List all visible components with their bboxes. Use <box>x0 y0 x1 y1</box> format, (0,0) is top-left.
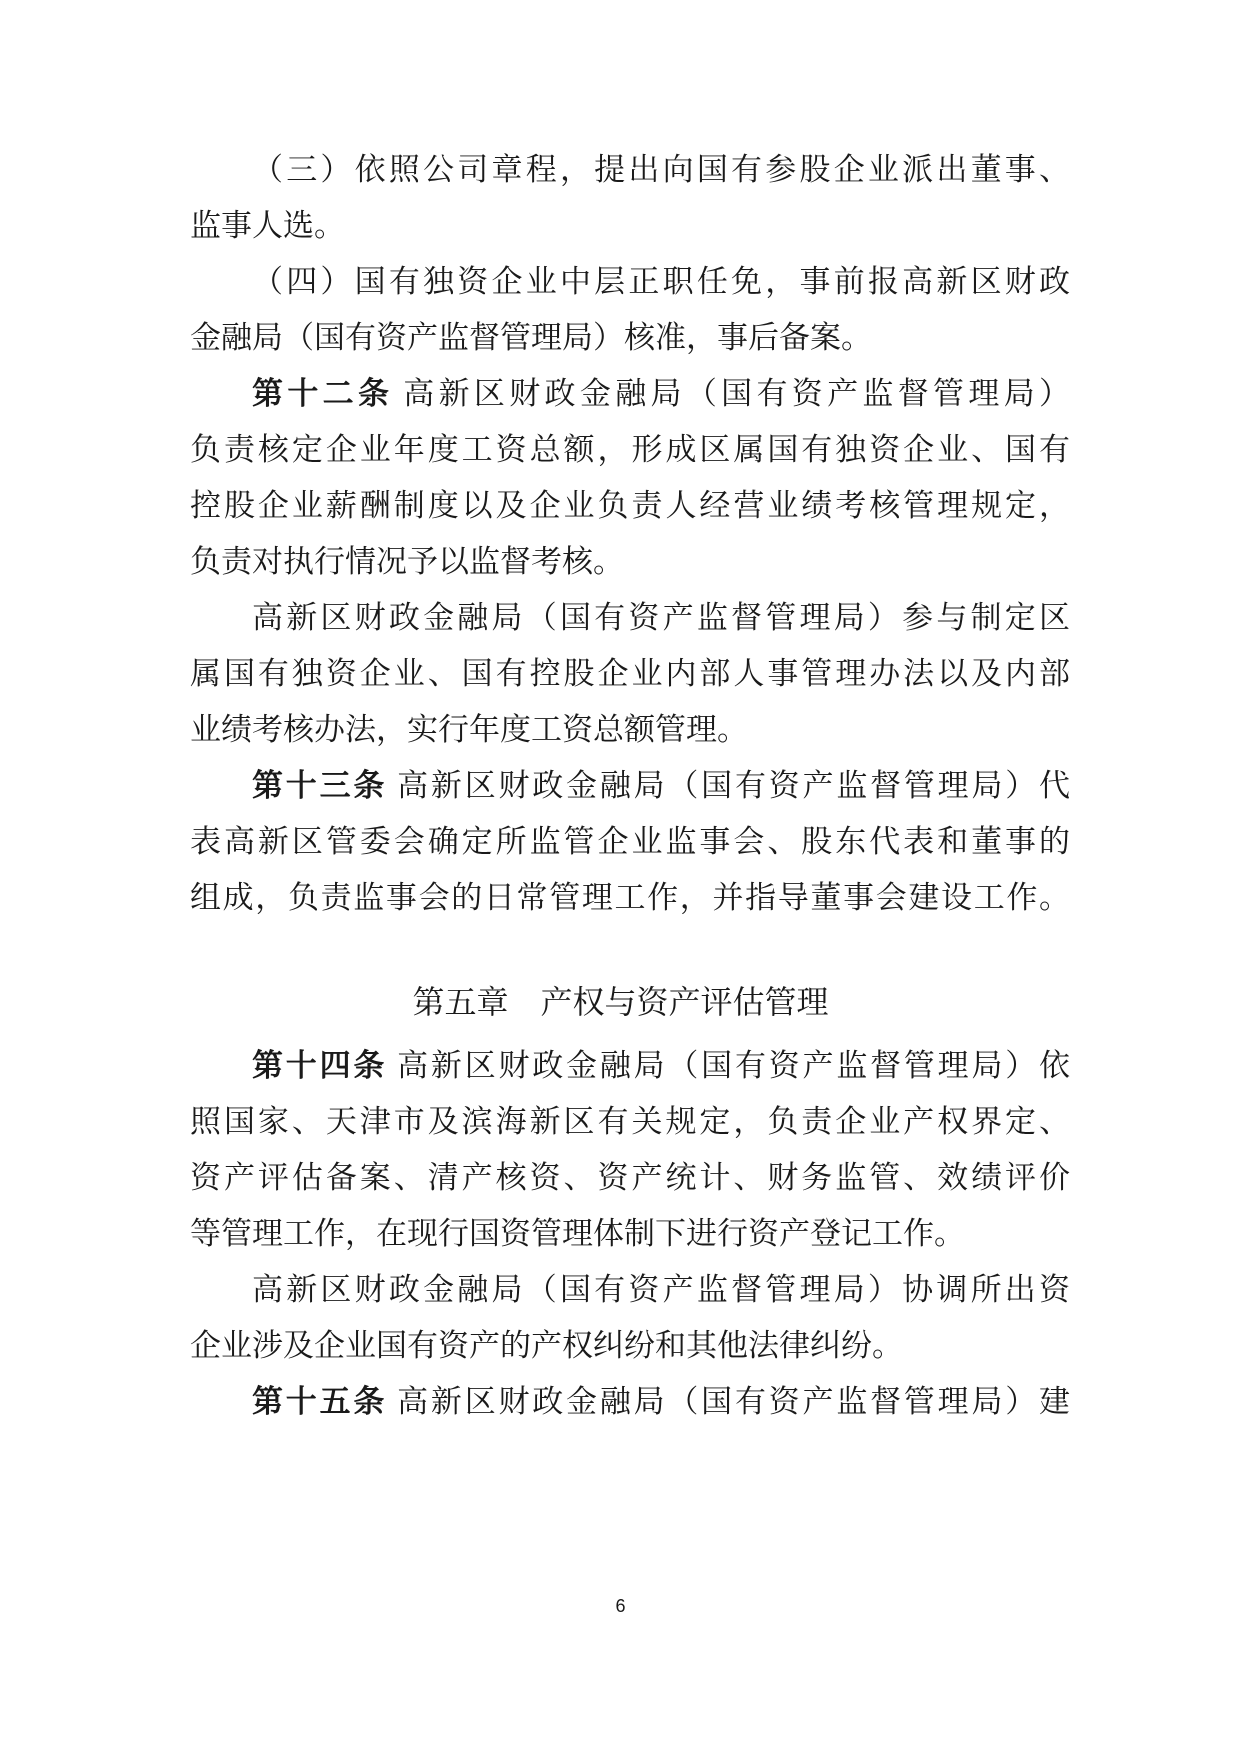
paragraph-item-3-line-1: （三）依照公司章程，提出向国有参股企业派出董事、 <box>252 152 1070 188</box>
article-13-line-3: 组成，负责监事会的日常管理工作，并指导董事会建设工作。 <box>190 880 1070 916</box>
article-13-text-1: 高新区财政金融局（国有资产监督管理局）代 <box>397 768 1070 804</box>
article-15-text-1: 高新区财政金融局（国有资产监督管理局）建 <box>397 1384 1070 1420</box>
article-14-line-1 <box>252 1046 1070 1086</box>
article-14-para-2-line-1: 高新区财政金融局（国有资产监督管理局）协调所出资 <box>252 1272 1070 1308</box>
article-12-line-4: 负责对执行情况予以监督考核。 <box>190 544 624 580</box>
article-13-line-2: 表高新区管委会确定所监管企业监事会、股东代表和董事的 <box>190 824 1070 860</box>
article-13-heading: 第十三条 <box>252 768 388 804</box>
article-14-line-2: 照国家、天津市及滨海新区有关规定，负责企业产权界定、 <box>190 1104 1070 1140</box>
article-12-line-3: 控股企业薪酬制度以及企业负责人经营业绩考核管理规定， <box>190 488 1070 524</box>
article-14-para-2-line-2: 企业涉及企业国有资产的产权纠纷和其他法律纠纷。 <box>190 1328 903 1364</box>
article-12-line-1 <box>252 374 1070 414</box>
paragraph-item-3-line-2: 监事人选。 <box>190 208 345 244</box>
article-12-para-2-line-2: 属国有独资企业、国有控股企业内部人事管理办法以及内部 <box>190 656 1070 692</box>
article-12-para-2-line-3: 业绩考核办法，实行年度工资总额管理。 <box>190 712 748 748</box>
chapter-5-title: 第五章 产权与资产评估管理 <box>412 983 829 1021</box>
article-12-heading: 第十二条 <box>252 376 394 412</box>
article-14-line-3: 资产评估备案、清产核资、资产统计、财务监管、效绩评价 <box>190 1160 1070 1196</box>
page-number: 6 <box>615 1596 626 1616</box>
article-12-para-2-line-1: 高新区财政金融局（国有资产监督管理局）参与制定区 <box>252 600 1070 636</box>
paragraph-item-4-line-1: （四）国有独资企业中层正职任免，事前报高新区财政 <box>252 264 1070 300</box>
article-14-line-4: 等管理工作，在现行国资管理体制下进行资产登记工作。 <box>190 1216 965 1252</box>
article-15-line-1 <box>252 1382 1070 1422</box>
article-14-text-1: 高新区财政金融局（国有资产监督管理局）依 <box>397 1048 1070 1084</box>
article-15-heading: 第十五条 <box>252 1384 388 1420</box>
paragraph-item-4-line-2: 金融局（国有资产监督管理局）核准，事后备案。 <box>190 320 872 356</box>
article-12-text-1: 高新区财政金融局（国有资产监督管理局） <box>403 376 1070 412</box>
article-14-heading: 第十四条 <box>252 1048 388 1084</box>
article-13-line-1 <box>252 766 1070 806</box>
article-12-line-2: 负责核定企业年度工资总额，形成区属国有独资企业、国有 <box>190 432 1070 468</box>
